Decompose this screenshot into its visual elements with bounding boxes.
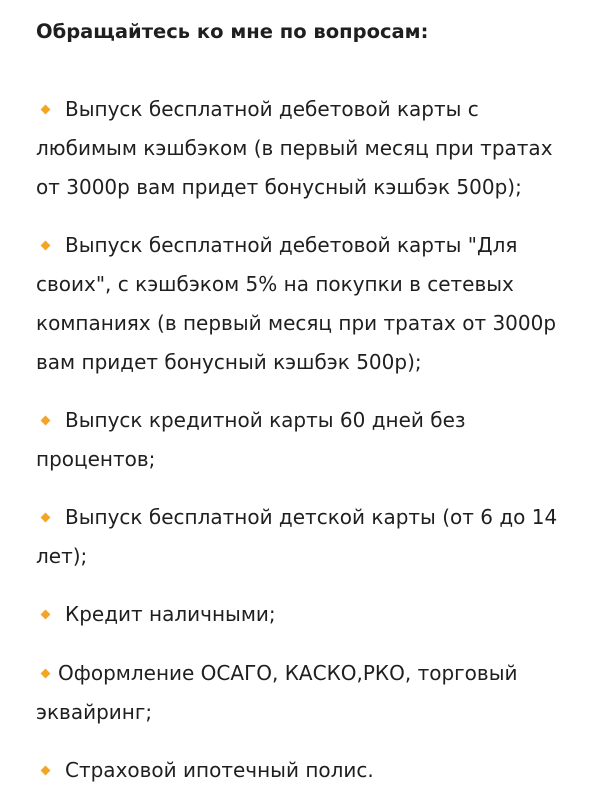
- diamond-bullet-icon: [41, 609, 51, 619]
- list-item-text: Кредит наличными;: [65, 602, 276, 626]
- diamond-bullet-icon: [41, 104, 51, 114]
- list-item-text: Выпуск бесплатной дебетовой карты "Для своих", с кэшбэком 5% на покупки в сетевых компаниях (в первый месяц при тратах от 3000р вам придет бонусный кэшбэк 500р);: [36, 233, 557, 374]
- list-item: [36, 654, 566, 732]
- list-item: [36, 401, 566, 479]
- diamond-bullet-icon: [41, 765, 51, 775]
- diamond-bullet-icon: [41, 240, 51, 250]
- list-item-text: Оформление ОСАГО, КАСКО,РКО, торговый эквайринг;: [36, 661, 518, 724]
- list-item: [36, 226, 566, 382]
- list-item: [36, 751, 566, 790]
- list-item: [36, 498, 566, 576]
- services-list: [36, 90, 566, 790]
- diamond-bullet-icon: [41, 668, 51, 678]
- list-item-text: Выпуск кредитной карты 60 дней без процентов;: [36, 408, 466, 471]
- page-title: Обращайтесь ко мне по вопросам:: [36, 20, 429, 43]
- diamond-bullet-icon: [41, 415, 51, 425]
- services-document: [36, 18, 566, 809]
- diamond-bullet-icon: [41, 512, 51, 522]
- list-item-text: Выпуск бесплатной детской карты (от 6 до 14 лет);: [36, 505, 558, 568]
- list-item-text: Страховой ипотечный полис.: [65, 758, 374, 782]
- list-item: [36, 595, 566, 634]
- list-item-text: Выпуск бесплатной дебетовой карты с любимым кэшбэком (в первый месяц при тратах от 3000р вам придет бонусный кэшбэк 500р);: [36, 97, 553, 199]
- list-item: [36, 90, 566, 207]
